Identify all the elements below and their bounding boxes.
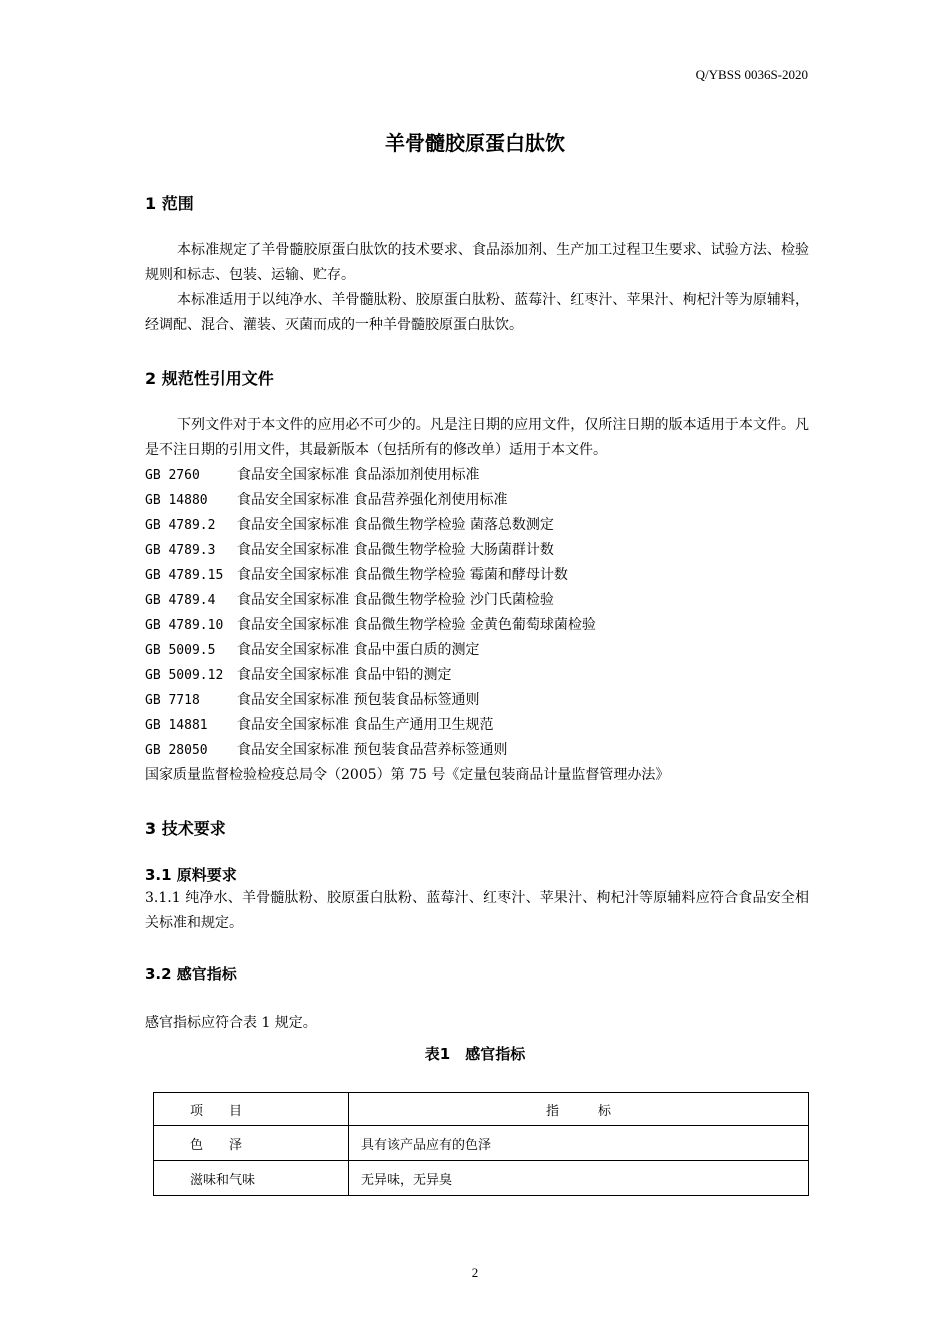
- section-3-2-heading: 3.2 感官指标: [145, 965, 237, 983]
- reference-name: 食品安全国家标准 食品营养强化剂使用标准: [237, 492, 508, 508]
- reference-name: 食品安全国家标准 食品微生物学检验 沙门氏菌检验: [237, 592, 554, 608]
- reference-code: GB 28050: [145, 743, 208, 758]
- reference-item: [145, 713, 493, 738]
- reference-name: 食品安全国家标准 食品微生物学检验 大肠菌群计数: [237, 542, 554, 558]
- reference-code: GB 14880: [145, 493, 208, 508]
- section-3-1-1-text: 3.1.1 纯净水、羊骨髓肽粉、胶原蛋白肽粉、蓝莓汁、红枣汁、苹果汁、枸杞汁等原辅料应符合食品安全相关标准和规定。: [145, 890, 809, 931]
- page-number: 2: [471, 1265, 479, 1280]
- reference-name: 食品安全国家标准 食品生产通用卫生规范: [237, 717, 494, 733]
- row-item: 色 泽: [154, 1126, 349, 1161]
- reference-item: [145, 638, 479, 663]
- reference-name: 食品安全国家标准 食品添加剂使用标准: [237, 467, 480, 483]
- reference-code: GB 14881: [145, 718, 208, 733]
- reference-code: GB 5009.5: [145, 643, 216, 658]
- reference-item: [145, 613, 596, 638]
- section-3-2-text: 感官指标应符合表 1 规定。: [145, 1015, 317, 1031]
- table-1-caption: 表1 感官指标: [424, 1045, 526, 1063]
- reference-code: GB 4789.15: [145, 568, 224, 583]
- reference-item: [145, 488, 507, 513]
- document-code: Q/YBSS 0036S-2020: [695, 67, 808, 82]
- document-title: 羊骨髓胶原蛋白肽饮: [385, 131, 565, 155]
- reference-code: GB 4789.10: [145, 618, 224, 633]
- reference-name: 食品安全国家标准 食品中铅的测定: [237, 667, 452, 683]
- reference-name: 食品安全国家标准 食品微生物学检验 菌落总数测定: [237, 517, 554, 533]
- table-row: [154, 1126, 809, 1161]
- row-index: 无异味，无异臭: [349, 1161, 809, 1196]
- reference-name: 食品安全国家标准 食品中蛋白质的测定: [237, 642, 480, 658]
- reference-item: [145, 563, 568, 588]
- row-item: 滋味和气味: [154, 1161, 349, 1196]
- table-header-row: [154, 1093, 809, 1126]
- reference-regulation: 国家质量监督检验检疫总局令（2005）第 75 号《定量包装商品计量监督管理办法》: [145, 767, 670, 783]
- reference-name: 食品安全国家标准 预包装食品标签通则: [237, 692, 480, 708]
- reference-code: GB 4789.2: [145, 518, 216, 533]
- section-2-heading: 2 规范性引用文件: [145, 369, 274, 388]
- reference-code: GB 5009.12: [145, 668, 224, 683]
- section-1-paragraph-2: 本标准适用于以纯净水、羊骨髓肽粉、胶原蛋白肽粉、蓝莓汁、红枣汁、苹果汁、枸杞汁等为原辅料，经调配、混合、灌装、灭菌而成的一种羊骨髓胶原蛋白肽饮。: [145, 292, 809, 333]
- section-3-heading: 3 技术要求: [145, 819, 226, 838]
- reference-item: [145, 463, 479, 488]
- section-1-heading: 1 范围: [145, 194, 194, 213]
- column-header-index: 指 标: [349, 1093, 809, 1126]
- reference-item: [145, 513, 554, 538]
- section-1-paragraph-1: 本标准规定了羊骨髓胶原蛋白肽饮的技术要求、食品添加剂、生产加工过程卫生要求、试验方法、检验规则和标志、包装、运输、贮存。: [145, 242, 809, 283]
- reference-item: [145, 538, 554, 563]
- reference-name: 食品安全国家标准 预包装食品营养标签通则: [237, 742, 508, 758]
- reference-code: GB 4789.4: [145, 593, 216, 608]
- reference-code: GB 7718: [145, 693, 200, 708]
- reference-name: 食品安全国家标准 食品微生物学检验 金黄色葡萄球菌检验: [237, 617, 596, 633]
- reference-code: GB 4789.3: [145, 543, 216, 558]
- reference-code: GB 2760: [145, 468, 200, 483]
- section-3-1-heading: 3.1 原料要求: [145, 866, 237, 884]
- row-index: 具有该产品应有的色泽: [349, 1126, 809, 1161]
- column-header-item: 项 目: [154, 1093, 349, 1126]
- reference-item: [145, 663, 451, 688]
- table-row: [154, 1161, 809, 1196]
- reference-item: [145, 738, 507, 763]
- section-2-intro: 下列文件对于本文件的应用必不可少的。凡是注日期的应用文件，仅所注日期的版本适用于本文件。凡是不注日期的引用文件，其最新版本（包括所有的修改单）适用于本文件。: [145, 417, 809, 458]
- sensory-table: [153, 1092, 809, 1196]
- reference-item: [145, 588, 554, 613]
- reference-name: 食品安全国家标准 食品微生物学检验 霉菌和酵母计数: [237, 567, 568, 583]
- reference-item: [145, 688, 479, 713]
